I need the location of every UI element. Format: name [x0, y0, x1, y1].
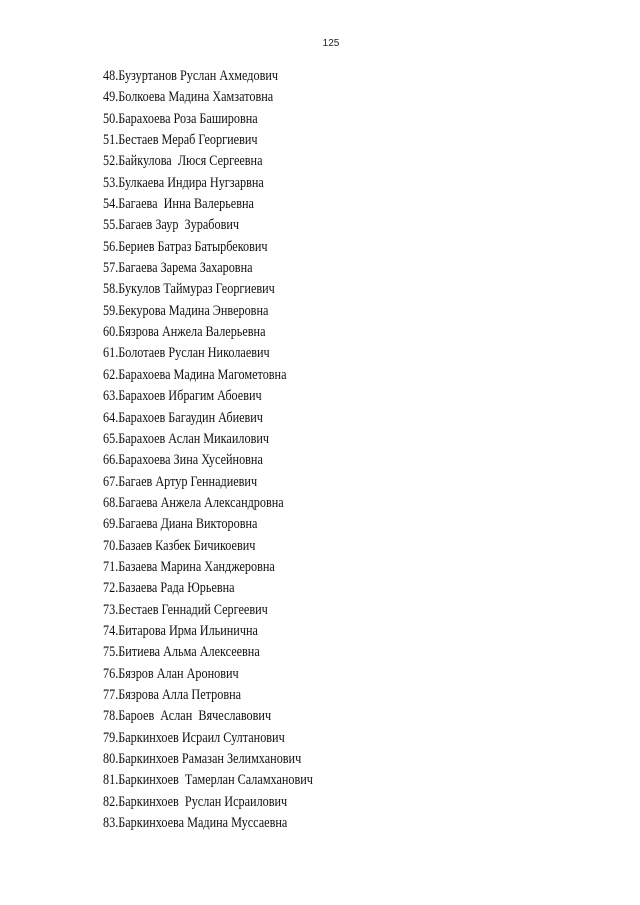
list-item: 71.Базаева Марина Ханджеровна [103, 558, 275, 575]
list-item: 60.Бязрова Анжела Валерьевна [103, 324, 266, 341]
list-item: 61.Болотаев Руслан Николаевич [103, 345, 270, 362]
list-item: 62.Барахоева Мадина Магометовна [103, 366, 287, 383]
list-item: 65.Барахоев Аслан Микаилович [103, 430, 269, 447]
list-item: 63.Барахоев Ибрагим Абоевич [103, 388, 262, 405]
list-item: 52.Байкулова Люся Сергеевна [103, 153, 263, 170]
list-item: 83.Баркинхоева Мадина Муссаевна [103, 815, 288, 832]
list-item: 72.Базаева Рада Юрьевна [103, 580, 235, 597]
list-item: 51.Бестаев Мераб Георгиевич [103, 132, 258, 149]
page-number: 125 [322, 38, 340, 49]
list-item: 48.Бузуртанов Руслан Ахмедович [103, 68, 279, 84]
list-item: 78.Бароев Аслан Вячеславович [103, 708, 272, 725]
list-item: 58.Букулов Таймураз Георгиевич [103, 281, 275, 298]
list-item: 74.Битарова Ирма Ильинична [103, 622, 258, 639]
list-item: 79.Баркинхоев Исраил Султанович [103, 729, 285, 746]
list-item: 77.Бязрова Алла Петровна [103, 686, 242, 703]
list-item: 82.Баркинхоев Руслан Исраилович [103, 793, 288, 810]
list-item: 64.Барахоев Багаудин Абиевич [103, 409, 263, 426]
list-item: 81.Баркинхоев Тамерлан Саламханович [103, 772, 313, 789]
list-item: 75.Битиева Альма Алексеевна [103, 644, 260, 661]
list-item: 59.Бекурова Мадина Энверовна [103, 302, 269, 319]
list-item: 69.Багаева Диана Викторовна [103, 516, 258, 533]
name-list [103, 66, 347, 834]
list-item: 50.Барахоева Роза Башировна [103, 110, 258, 127]
list-item: 49.Болкоева Мадина Хамзатовна [103, 89, 274, 106]
list-item: 57.Багаева Зарема Захаровна [103, 260, 253, 277]
list-item: 54.Багаева Инна Валерьевна [103, 196, 254, 213]
list-item: 56.Бериев Батраз Батырбекович [103, 238, 268, 255]
list-item: 80.Баркинхоев Рамазан Зелимханович [103, 751, 302, 767]
list-item: 55.Багаев Заур Зурабович [103, 217, 240, 234]
list-item: 73.Бестаев Геннадий Сергеевич [103, 601, 268, 618]
list-item: 70.Базаев Казбек Бичикоевич [103, 537, 256, 554]
list-item: 68.Багаева Анжела Александровна [103, 494, 284, 511]
list-item: 53.Булкаева Индира Нугзарвна [103, 174, 264, 191]
list-item: 66.Барахоева Зина Хусейновна [103, 452, 263, 469]
list-item: 67.Багаев Артур Геннадиевич [103, 473, 258, 490]
list-item: 76.Бязров Алан Аронович [103, 665, 239, 682]
